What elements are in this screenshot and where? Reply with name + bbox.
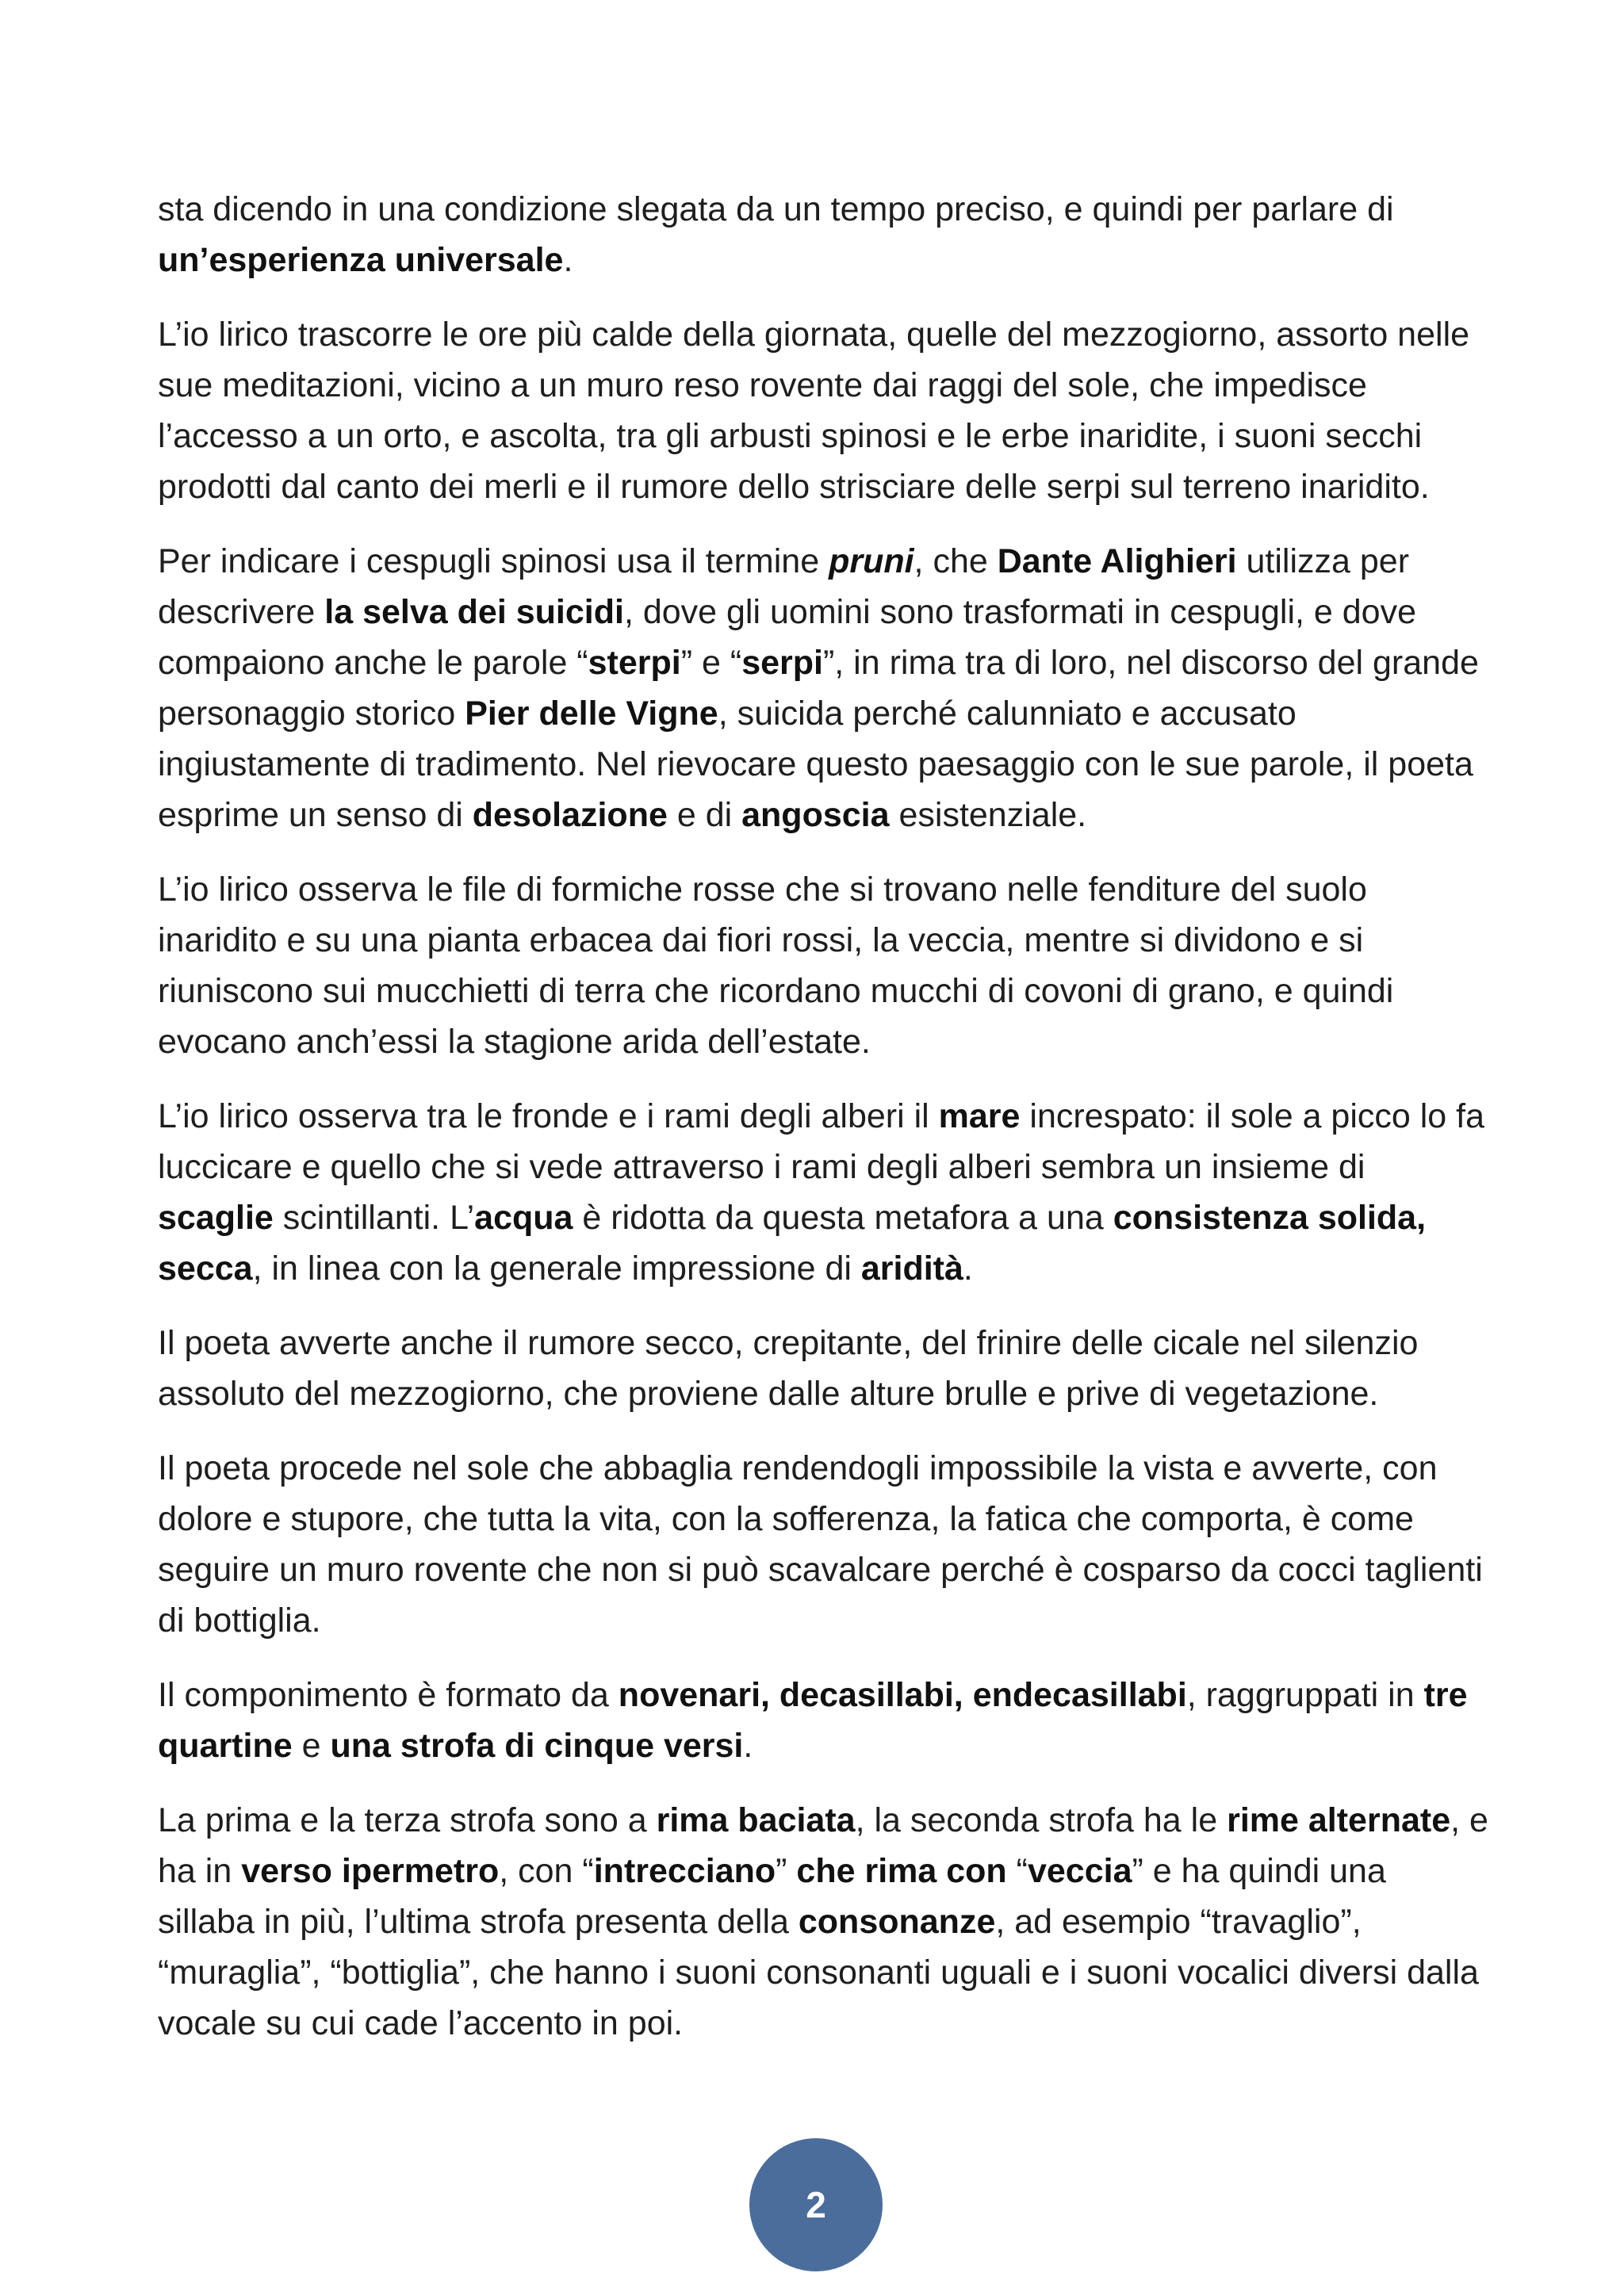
bold-text: rima baciata — [656, 1801, 856, 1839]
body-text: Il componimento è formato da — [158, 1676, 619, 1714]
paragraph — [158, 309, 1490, 512]
bold-text: angoscia — [741, 796, 890, 834]
body-text: increspato: il sole a picco lo fa luccicare e quello che si vede attraverso i rami degli alberi sembra un insieme di — [158, 1097, 1485, 1186]
body-text: “ — [1006, 1852, 1028, 1890]
body-text: esistenziale. — [889, 796, 1087, 834]
paragraph — [158, 1318, 1490, 1419]
body-text: ” e ha quindi una sillaba in più, l’ultima strofa presenta della — [158, 1852, 1386, 1941]
body-text: , dove gli uomini sono trasformati in cespugli, e dove compaiono anche le parole “ — [158, 593, 1417, 682]
paragraph — [158, 184, 1490, 285]
bold-text: desolazione — [472, 796, 668, 834]
bold-text: che rima con — [796, 1852, 1007, 1890]
paragraph — [158, 1443, 1490, 1646]
bold-text: tre quartine — [158, 1676, 1468, 1765]
bold-text: Dante Alighieri — [997, 542, 1237, 580]
body-text: . — [563, 241, 573, 279]
body-text: , suicida perché calunniato e accusato ingiustamente di tradimento. Nel rievocare questo paesaggio con le sue parole, il poeta esprime un senso di — [158, 695, 1473, 834]
paragraph — [158, 864, 1490, 1067]
document-body — [158, 184, 1490, 2072]
bold-text: consonanze — [798, 1903, 996, 1941]
body-text: è ridotta da questa metafora a una — [573, 1199, 1113, 1237]
paragraph — [158, 1091, 1490, 1294]
bold-text: aridità — [860, 1249, 963, 1288]
body-text: ”, in rima tra di loro, nel discorso del grande personaggio storico — [158, 644, 1479, 733]
body-text: ” e “ — [680, 644, 742, 682]
emphasis-text: pruni — [829, 542, 914, 580]
bold-text: una strofa di cinque versi — [330, 1727, 744, 1765]
body-text: , che — [914, 542, 998, 580]
bold-text: novenari, decasillabi, endecasillabi — [618, 1676, 1187, 1714]
body-text: La prima e la terza strofa sono a — [158, 1801, 657, 1839]
bold-text: un’esperienza universale — [158, 241, 564, 279]
bold-text: serpi — [741, 644, 823, 682]
body-text: Il poeta procede nel sole che abbaglia rendendogli impossibile la vista e avverte, con dolore e stupore, che tutta la vita, con la sofferenza, la fatica che comporta, è come seguire un muro rovente che non si può scavalcare perché è cosparso da cocci taglienti di bottiglia. — [158, 1449, 1483, 1640]
body-text: , raggruppati in — [1186, 1676, 1424, 1714]
body-text: , con “ — [499, 1852, 594, 1890]
body-text: , la seconda strofa ha le — [855, 1801, 1228, 1839]
bold-text: acqua — [474, 1199, 573, 1237]
body-text: L’io lirico osserva tra le fronde e i rami degli alberi il — [158, 1097, 939, 1135]
body-text: . — [743, 1727, 753, 1765]
body-text: L’io lirico trascorre le ore più calde della giornata, quelle del mezzogiorno, assorto nelle sue meditazioni, vicino a un muro reso rovente dai raggi del sole, che impedisce l’accesso a un orto, e ascolta, tra gli arbusti spinosi e le erbe inaridite, i suoni secchi prodotti dal canto dei merli e il rumore dello strisciare delle serpi sul terreno inaridito. — [158, 316, 1470, 506]
bold-text: veccia — [1027, 1852, 1132, 1890]
bold-text: intrecciano — [593, 1852, 776, 1890]
body-text: , in linea con la generale impressione di — [252, 1249, 861, 1288]
body-text: L’io lirico osserva le file di formiche rosse che si trovano nelle fenditure del suolo inaridito e su una pianta erbacea dai fiori rossi, la veccia, mentre si dividono e si riuniscono sui mucchietti di terra che ricordano mucchi di covoni di grano, e quindi evocano anch’essi la stagione arida dell’estate. — [158, 871, 1394, 1061]
body-text: , e ha in — [158, 1801, 1488, 1890]
bold-text: mare — [938, 1097, 1021, 1135]
bold-text: rime alternate — [1227, 1801, 1451, 1839]
page-number-badge: 2 — [749, 2138, 883, 2271]
body-text: e di — [667, 796, 742, 834]
bold-text: Pier delle Vigne — [465, 695, 718, 733]
body-text: , ad esempio “travaglio”, “muraglia”, “bottiglia”, che hanno i suoni consonanti uguali e i suoni vocalici diversi dalla vocale su cui cade l’accento in poi. — [158, 1903, 1479, 2042]
bold-text: sterpi — [588, 644, 681, 682]
body-text: Per indicare i cespugli spinosi usa il termine — [158, 542, 829, 580]
body-text: sta dicendo in una condizione slegata da un tempo preciso, e quindi per parlare di — [158, 190, 1394, 228]
body-text: scintillanti. L’ — [273, 1199, 475, 1237]
bold-text: scaglie — [158, 1199, 274, 1237]
paragraph — [158, 1670, 1490, 1771]
bold-text: la selva dei suicidi — [324, 593, 624, 631]
paragraph — [158, 536, 1490, 840]
body-text: utilizza per descrivere — [158, 542, 1410, 631]
body-text: . — [963, 1249, 973, 1288]
body-text: e — [292, 1727, 331, 1765]
bold-text: consistenza solida, secca — [158, 1199, 1427, 1288]
body-text: ” — [776, 1852, 797, 1890]
paragraph — [158, 1795, 1490, 2049]
body-text: Il poeta avverte anche il rumore secco, crepitante, del frinire delle cicale nel silenzio assoluto del mezzogiorno, che proviene dalle alture brulle e prive di vegetazione. — [158, 1324, 1419, 1413]
bold-text: verso ipermetro — [241, 1852, 500, 1890]
